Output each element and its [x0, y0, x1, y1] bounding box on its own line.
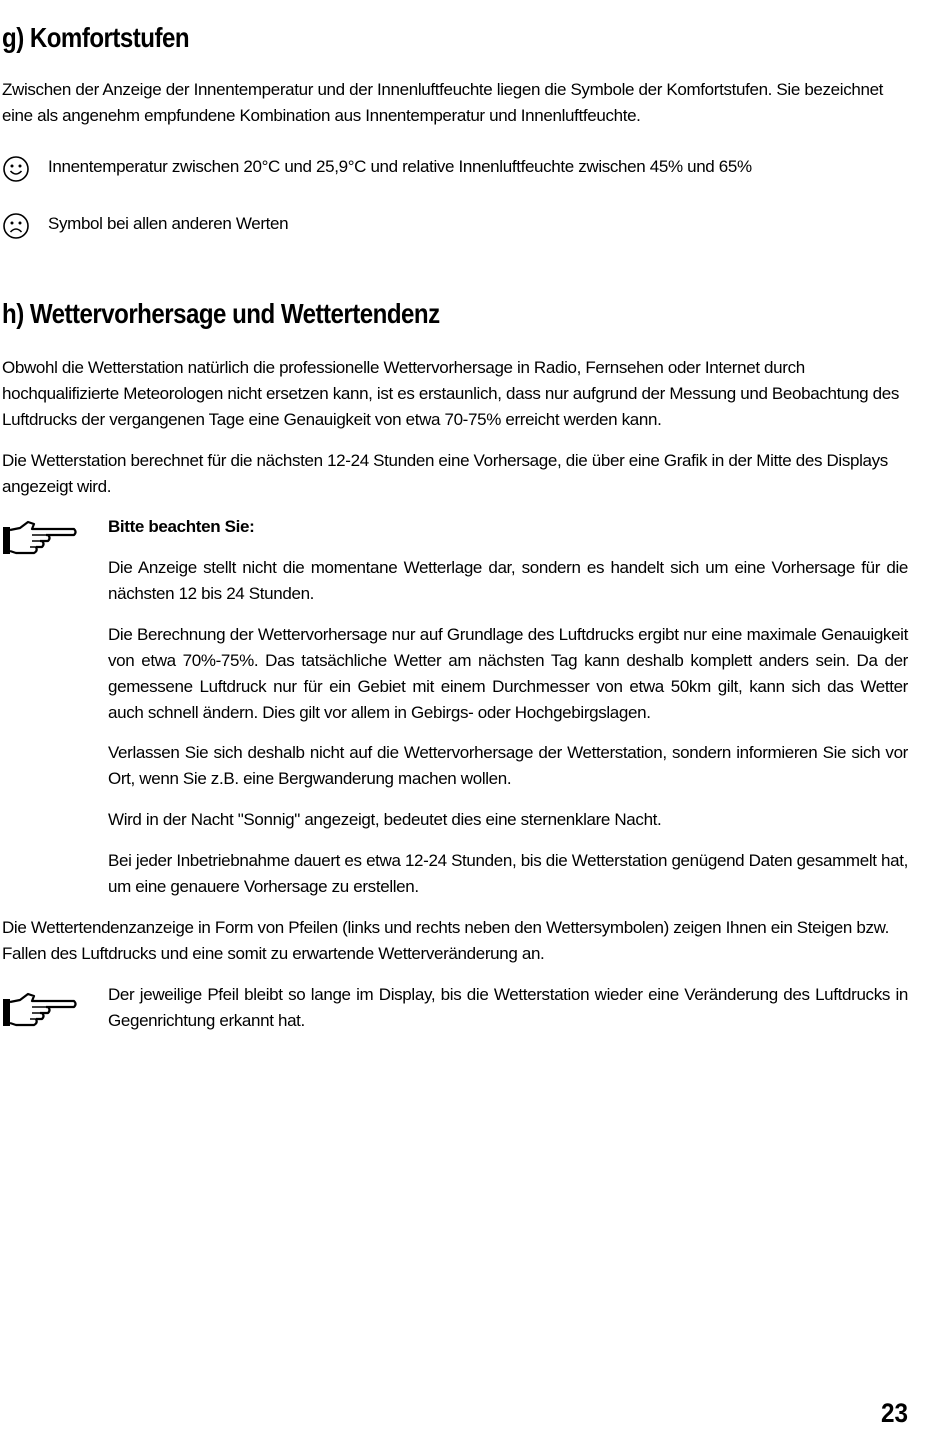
pointing-hand-icon — [2, 990, 78, 1030]
comfort-item-sad-text: Symbol bei allen anderen Werten — [48, 214, 289, 233]
note-paragraph-3: Verlassen Sie sich deshalb nicht auf die Wettervorhersage der Wetterstation, sondern informieren Sie sich vor Ort, wenn Sie z.B. eine Bergwanderung machen wollen. — [108, 743, 908, 788]
pointing-hand-icon — [2, 518, 78, 558]
page-number: 23 — [880, 1398, 908, 1428]
note-paragraph-5: Bei jeder Inbetriebnahme dauert es etwa 12-24 Stunden, bis die Wetterstation genügend Daten gesammelt hat, um eine genauere Vorhersage zu erstellen. — [108, 851, 908, 896]
section-g-intro: Zwischen der Anzeige der Innentemperatur und der Innenluftfeuchte liegen die Symbole der Komfortstufen. Sie bezeichnet eine als angenehm empfundene Kombination aus Innentemperatur und Innenluftfeuchte. — [2, 80, 884, 125]
section-h-paragraph-1: Obwohl die Wetterstation natürlich die professionelle Wettervorhersage in Radio, Fernsehen oder Internet durch hochqualifizierte Meteorologen nicht ersetzen kann, ist es erstaunlich, dass nur aufgrund der Messung und Beobachtung des Luftdrucks der vergangenen Tage eine Genauigkeit von etwa 70-75% erreicht werden kann. — [2, 358, 900, 429]
note-2-text: Der jeweilige Pfeil bleibt so lange im Display, bis die Wetterstation wieder eine Veränderung des Luftdrucks in Gegenrichtung erkannt hat. — [108, 985, 908, 1030]
smiley-sad-icon — [2, 212, 30, 240]
section-h-heading: h) Wettervorhersage und Wettertendenz — [2, 298, 440, 329]
section-g-heading: g) Komfortstufen — [2, 22, 190, 53]
comfort-item-happy-text: Innentemperatur zwischen 20°C und 25,9°C und relative Innenluftfeuchte zwischen 45% und 65% — [48, 157, 752, 176]
note-title-text: Bitte beachten Sie: — [108, 517, 255, 536]
section-h-paragraph-2: Die Wetterstation berechnet für die nächsten 12-24 Stunden eine Vorhersage, die über eine Grafik in der Mitte des Displays angezeigt wird. — [2, 451, 888, 496]
smiley-happy-icon — [2, 155, 30, 183]
section-h-paragraph-3: Die Wettertendenzanzeige in Form von Pfeilen (links und rechts neben den Wettersymbolen) zeigen Ihnen ein Steigen bzw. Fallen des Luftdrucks und eine somit zu erwartende Wetterveränderung an. — [2, 918, 889, 963]
note-title — [108, 514, 908, 540]
note-paragraph-1: Die Anzeige stellt nicht die momentane Wetterlage dar, sondern es handelt sich um eine Vorhersage für die nächsten 12 bis 24 Stunden. — [108, 558, 908, 603]
note-paragraph-2: Die Berechnung der Wettervorhersage nur auf Grundlage des Luftdrucks ergibt nur eine maximale Genauigkeit von etwa 70%-75%. Das tatsächliche Wetter am nächsten Tag kann deshalb komplett anders sein. Da der gemessene Luftdruck nur für ein Gebiet mit einem Durchmesser von etwa 50km gilt, kann sich das Wetter auch schnell ändern. Dies gilt vor allem in Gebirgs- oder Hochgebirgslagen. — [108, 625, 908, 722]
note-paragraph-4: Wird in der Nacht "Sonnig" angezeigt, bedeutet dies eine sternenklare Nacht. — [108, 810, 662, 829]
